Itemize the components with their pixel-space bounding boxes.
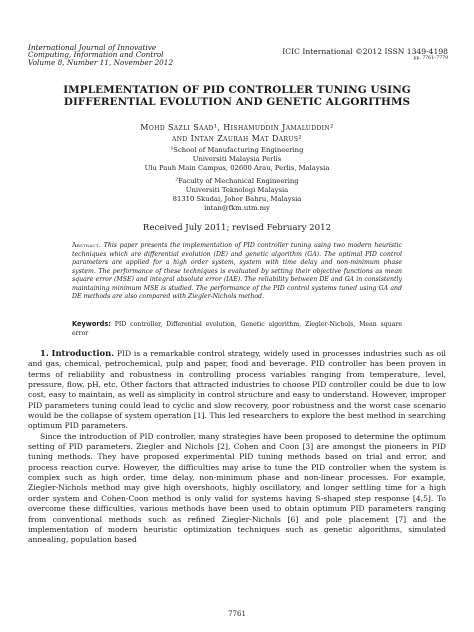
abstract [72, 242, 402, 302]
keywords-label: Keywords: [72, 320, 111, 328]
introduction-section [28, 348, 446, 546]
author-list [40, 123, 434, 144]
title-line-2: DIFFERENTIAL EVOLUTION AND GENETIC ALGORITHMS [63, 95, 411, 108]
affiliation-1-line: Ulu Pauh Main Campus, 02600 Arau, Perlis, Malaysia [144, 163, 330, 172]
abstract-text: This paper presents the implementation of PID controller tuning using two modern heuristic techniques which are differential evolution (DE) and genetic algorithm (GA). The optimal PID control parameters are applied for a high order system, system with time delay and non-minimum phase system. The performance of these techniques is evaluated by setting their objective functions as mean square error (MSE) and integral absolute error (IAE). The reliability between DE and GA in consistently maintaining minimum MSE is studied. The performance of the PID control systems tuned using GA and DE methods are also compared with Ziegler-Nichols method. [72, 242, 403, 301]
issn-header [268, 47, 448, 62]
section-number: 1. [40, 348, 49, 358]
affiliation-2-line: ²Faculty of Mechanical Engineering [175, 177, 299, 186]
title-line-1: IMPLEMENTATION OF PID CONTROLLER TUNING USING [63, 84, 411, 96]
received-date: Received July 2011; revised February 2012 [142, 223, 332, 233]
journal-name-line2: Computing, Information and Control [28, 50, 164, 60]
journal-name-line1: International Journal of Innovative [28, 43, 157, 52]
affiliation-2-line: Universiti Teknologi Malaysia [185, 186, 289, 195]
affiliation-2-line: 81310 Skudai, Johor Bahru, Malaysia [172, 194, 302, 203]
affiliation-1-line: Universiti Malaysia Perlis [192, 154, 282, 163]
authors-line-1: Mohd Sazli Saad¹, Hishamuddin Jamaluddin² [140, 123, 334, 132]
journal-volume: Volume 8, Number 11, November 2012 [28, 57, 174, 67]
keywords [72, 320, 402, 338]
intro-paragraph-1 [28, 348, 446, 432]
keywords-text: PID controller, Differential evolution, Genetic algorithm, Ziegler-Nichols, Mean square error [72, 321, 402, 337]
section-title: Introduction. [51, 348, 115, 358]
authors-line-2: and Intan Zaurah Mat Darus² [172, 133, 302, 143]
intro-paragraph-1-text: PID is a remarkable control strategy, widely used in processes industries such as oil and gas, chemical, petrochemical, pulp and paper, food and beverage. PID controller has been proven in terms of reliability and robustness in controlling process variables ranging from temperature, level, pressure, flow, pH, etc. Other factors that attracted industries to choose PID controller could be due to low cost, easy to maintain, as well as simplicity in control structure and easy to understand. However, improper PID parameters tuning could lead to cyclic and slow recovery, poor robustness and the worst case scenario would be the collapse of system operation [1]. This led researchers to explore the best method in searching optimum PID parameters. [28, 349, 446, 431]
author-email: intan@fkm.utm.my [204, 203, 270, 212]
abstract-label: Abstract. [72, 242, 102, 249]
issn-text: ICIC International ©2012 ISSN 1349-4198 [282, 47, 448, 56]
page-number: 7761 [228, 610, 246, 618]
page-range: pp. 7761–7779 [413, 56, 448, 61]
affiliations [40, 146, 434, 213]
affiliation-1-line: ¹School of Manufacturing Engineering [170, 146, 304, 154]
journal-header [28, 44, 258, 66]
paper-title [40, 85, 434, 108]
intro-paragraph-2: Since the introduction of PID controller, many strategies have been proposed to determine the optimum setting of PID parameters. Ziegler and Nichols [2], Cohen and Coon [3] are amongst the pioneers in PID tuning methods. They have proposed experimental PID tuning methods based on trial and error, and process reaction curve. However, the difficulties may arise to tune the PID controller when the system is complex such as high order, time delay, non-minimum phase and non-linear processes. For example, Ziegler-Nichols method may give high overshoots, highly oscillatory, and longer settling time for a high order system and Cohen-Coon method is only valid for systems having S-shaped step response [4,5]. To overcome these difficulties, various methods have been used to obtain optimum PID parameters ranging from conventional methods such as refined Ziegler-Nichols [6] and pole placement [7] and the implementation of modern heuristic optimization techniques such as genetic algorithms, simulated annealing, population based [28, 431, 446, 545]
